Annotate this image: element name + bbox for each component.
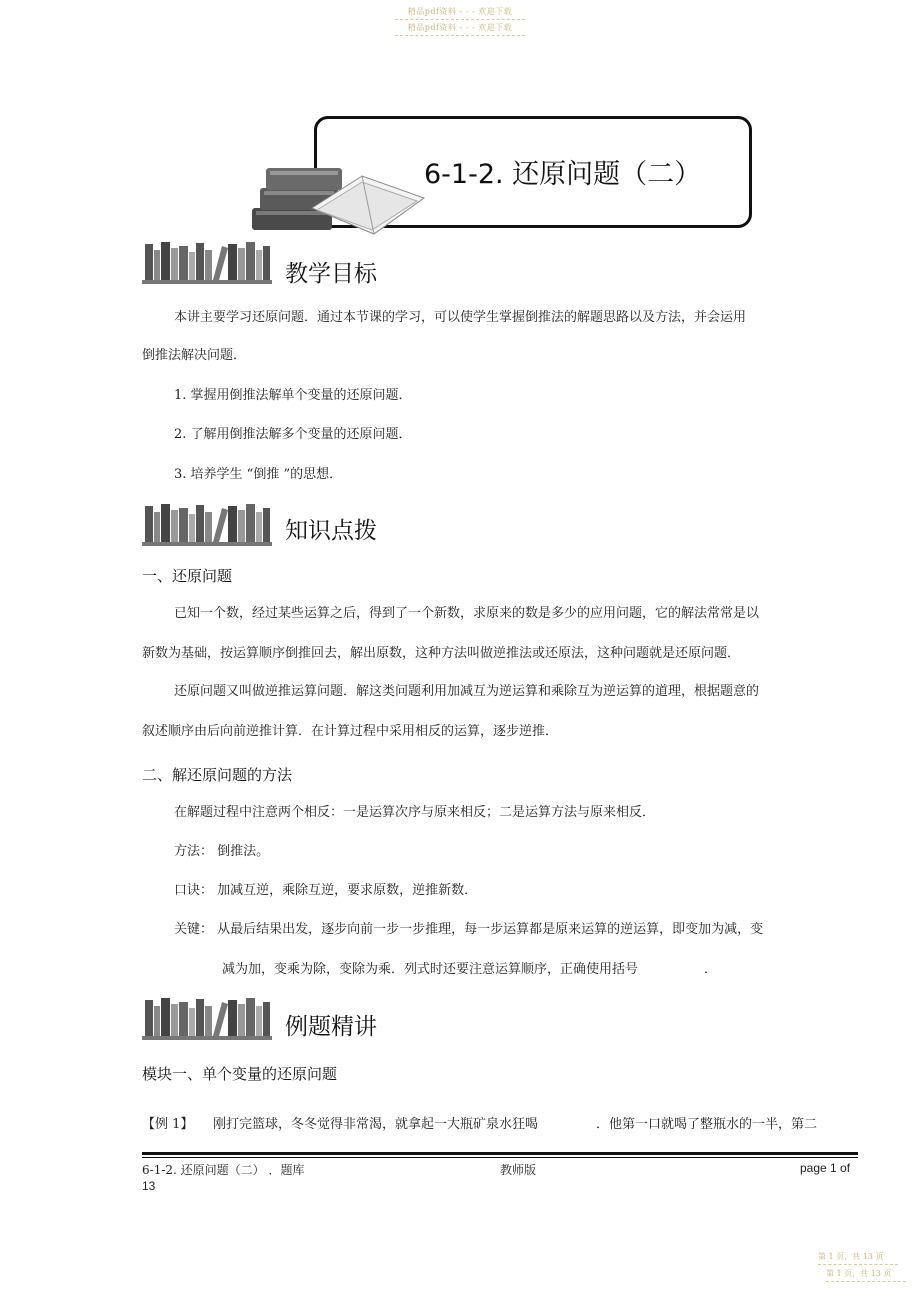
watermark-page	[818, 1251, 898, 1265]
watermark-top	[0, 6, 920, 20]
footer-divider	[142, 1157, 858, 1158]
paragraph: 叙述顺序由后向前逆推计算．在计算过程中采用相反的运算，逐步逆推．	[142, 724, 559, 739]
bookshelf-icon	[142, 994, 272, 1040]
watermark-top-2	[0, 22, 920, 36]
footer-page: page 1 of	[800, 1161, 851, 1175]
section-title-goals: 教学目标	[285, 261, 377, 287]
watermark-page-text: 第 1 页，共 13 页	[826, 1269, 892, 1278]
list-item: 1. 掌握用倒推法解单个变量的还原问题．	[174, 388, 412, 403]
list-item: 2. 了解用倒推法解多个变量的还原问题．	[174, 427, 412, 442]
footer-divider	[142, 1152, 858, 1155]
footer-left: 6-1-2. 还原问题（二） ．题库	[142, 1163, 305, 1177]
example-label: 【例 1】	[142, 1117, 194, 1132]
bookshelf-icon	[142, 500, 272, 546]
example-text: ．他第一口就喝了整瓶水的一半，第二	[596, 1117, 818, 1132]
paragraph: 在解题过程中注意两个相反：一是运算次序与原来相反；二是运算方法与原来相反．	[174, 805, 656, 820]
example-text: 刚打完篮球，冬冬觉得非常渴，就拿起一大瓶矿泉水狂喝	[213, 1117, 539, 1132]
footer-total: 13	[142, 1179, 156, 1193]
footer-center: 教师版	[500, 1163, 537, 1177]
paragraph: 本讲主要学习还原问题．通过本节课的学习，可以使学生掌握倒推法的解题思路以及方法，并会运用	[174, 310, 747, 325]
punctuation: ．	[704, 962, 718, 977]
paragraph: 还原问题又叫做逆推运算问题．解这类问题利用加减互为逆运算和乘除互为逆运算的道理，根据题意的	[174, 684, 760, 699]
watermark-page-2	[826, 1268, 906, 1282]
section-title-examples: 例题精讲	[285, 1014, 377, 1040]
paragraph: 口诀： 加减互逆，乘除互逆，要求原数，逆推新数．	[174, 883, 478, 898]
paragraph: 新数为基础，按运算顺序倒推回去，解出原数，这种方法叫做逆推法或还原法，这种问题就是还原问题．	[142, 646, 741, 661]
watermark-text: 精品pdf资料 - - - 欢迎下载	[407, 23, 513, 32]
bookshelf-icon	[142, 238, 272, 284]
page-title: 6-1-2. 还原问题（二）	[424, 159, 702, 190]
section-title-knowledge: 知识点拨	[285, 518, 377, 544]
subheading: 二、解还原问题的方法	[142, 766, 293, 784]
subheading: 一、还原问题	[142, 567, 233, 585]
watermark-page-text: 第 1 页，共 13 页	[818, 1252, 884, 1261]
paragraph: 关键： 从最后结果出发，逐步向前一步一步推理，每一步运算都是原来运算的逆运算，即变加为减，变	[174, 922, 764, 937]
paragraph: 方法： 倒推法。	[174, 844, 270, 859]
list-item: 3. 培养学生 “倒推 ”的思想．	[174, 467, 343, 482]
paragraph: 减为加，变乘为除，变除为乘．列式时还要注意运算顺序，正确使用括号	[222, 962, 639, 977]
books-icon	[242, 158, 432, 238]
watermark-text: 精品pdf资料 - - - 欢迎下载	[407, 7, 513, 16]
module-heading: 模块一、单个变量的还原问题	[142, 1065, 338, 1083]
paragraph: 已知一个数，经过某些运算之后，得到了一个新数，求原来的数是多少的应用问题，它的解法常常是以	[174, 606, 760, 621]
paragraph: 倒推法解决问题．	[142, 348, 247, 363]
